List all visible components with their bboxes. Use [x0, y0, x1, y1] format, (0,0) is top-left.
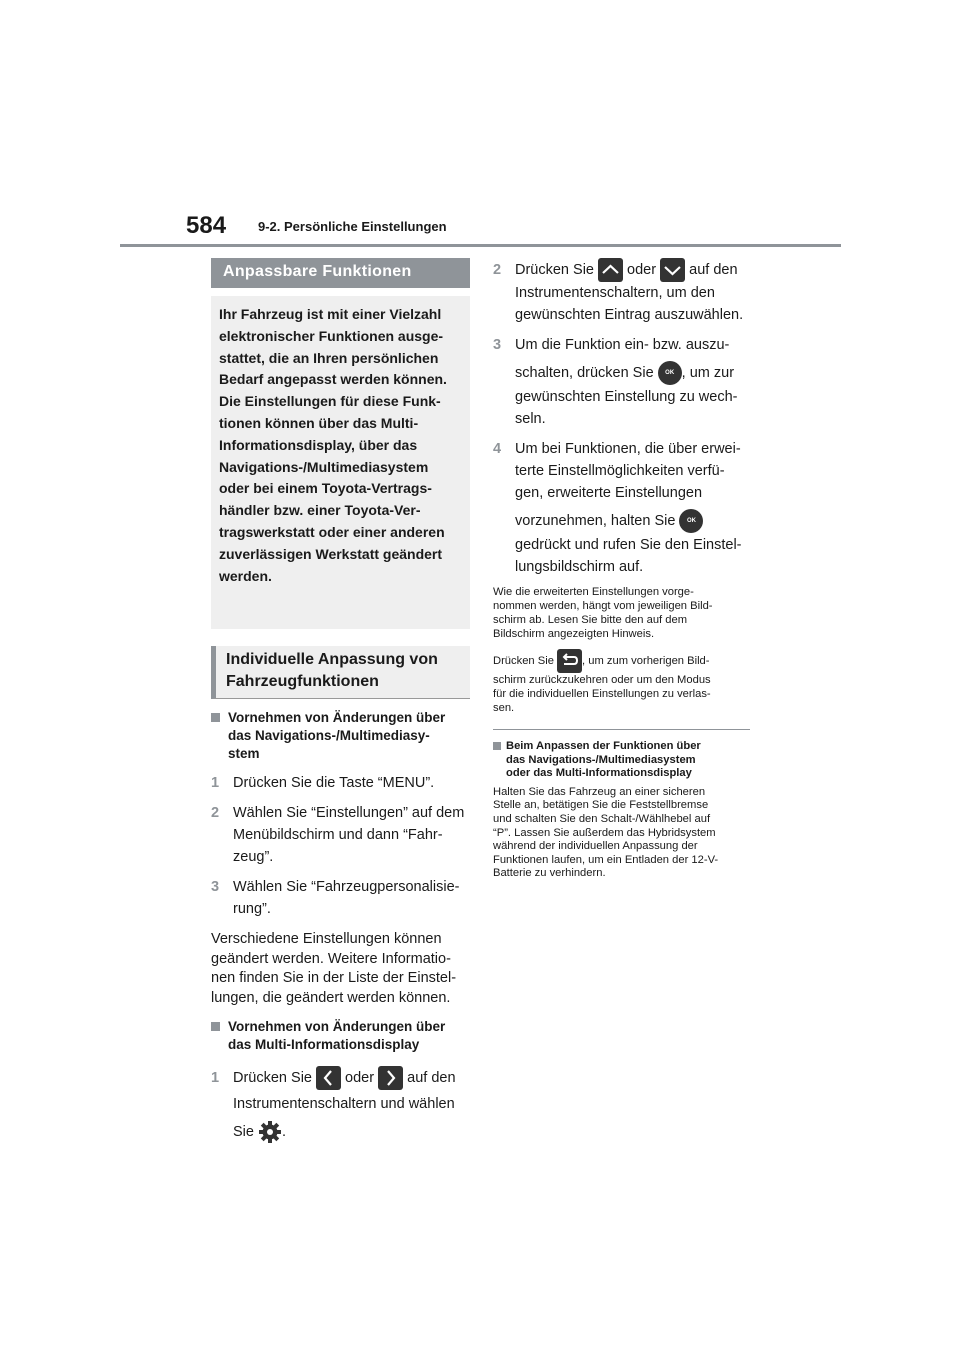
page-number: 584 — [186, 212, 227, 239]
mid-step-2: 2 Drücken Sie oder auf den Instrumentenschaltern, um den gewünschten Eintrag auszuwählen. — [493, 258, 750, 326]
left-column — [211, 258, 470, 1145]
step-number: 1 — [211, 775, 220, 791]
section-title: 9-2. Persönliche Einstellungen — [258, 219, 447, 234]
subheading-individuelle-anpassung — [211, 646, 470, 699]
step-number: 3 — [493, 337, 502, 354]
ok-button-icon: OK — [658, 361, 682, 385]
note-advanced-settings: Wie die erweiterten Einstellungen vorge- nommen werden, hängt vom jeweiligen Bild- schirm ab. Lesen Sie bitte den auf dem Bildschirm angezeigten Hinweis. — [493, 586, 713, 641]
mid-step-4: 4 Um bei Funktionen, die über erwei- terte Einstellmöglichkeiten verfü- gen, erweiterte Einstellungen vorzunehmen, halten Sie OK gedrückt und rufen Sie den Einstel- lungsbildschirm auf. — [493, 438, 750, 578]
intro-line: elektronischer Funktionen ausge- — [219, 327, 444, 344]
intro-line: zuverlässigen Werkstatt geändert — [219, 545, 443, 562]
nav-note: Verschiedene Einstellungen können geändert werden. Weitere Informatio- nen finden Sie in der Liste der Einstel- lungen, die geändert werden können. — [211, 931, 457, 1006]
bullet-multi-info-display: Vornehmen von Änderungen über das Multi-Informationsdisplay — [211, 1018, 470, 1054]
gear-icon — [258, 1120, 282, 1144]
intro-box — [211, 296, 470, 629]
intro-line: Navigations-/Multimediasystem — [219, 458, 429, 475]
subheading-line: Individuelle Anpassung von — [226, 651, 438, 668]
intro-line: stattet, die an Ihren persönlichen — [219, 349, 439, 366]
caution-text: Halten Sie das Fahrzeug an einer sicheren Stelle an, betätigen Sie die Feststellbremse und schalten Sie den Schalt-/Wählhebel auf “P”. Lassen Sie außerdem das Hybridsystem während der individuellen Anpassung der Funktionen laufen, um ein Entladen der 12-V- Batterie zu verhindern. — [493, 785, 719, 880]
intro-line: Die Einstellungen für diese Funk- — [219, 393, 441, 410]
ok-button-icon: OK — [679, 509, 703, 533]
step-number: 2 — [493, 262, 502, 278]
intro-line: werden. — [219, 567, 272, 584]
note-back: Drücken Sie , um zum vorherigen Bild- schirm zurückzukehren oder um den Modus für die individuellen Einstellungen zu verlas- sen. — [493, 649, 750, 715]
back-arrow-icon — [557, 649, 582, 673]
right-column — [493, 258, 750, 881]
chevron-down-icon — [660, 258, 685, 282]
bullet-square-icon — [211, 1022, 220, 1031]
intro-line: Informationsdisplay, über das — [219, 436, 418, 453]
mid-step-1: 1 Drücken Sie oder auf den Instrumentenschaltern und wählen Sie . — [211, 1066, 470, 1145]
bullet-square-icon — [493, 742, 501, 750]
header-rule — [120, 244, 841, 247]
bullet-nav-system: Vornehmen von Änderungen über das Navigations-/Multimediasy- stem — [211, 709, 470, 763]
nav-step-1: 1 Drücken Sie die Taste “MENU”. — [211, 772, 470, 794]
step-number: 3 — [211, 879, 220, 895]
nav-step-3: 3 Wählen Sie “Fahrzeugpersonalisie- rung”. — [211, 876, 470, 920]
step-number: 2 — [211, 805, 220, 821]
bullet-square-icon — [211, 713, 220, 722]
subheading-line: Fahrzeugfunktionen — [226, 673, 379, 690]
step-number: 4 — [493, 441, 502, 458]
intro-line: tionen können über das Multi- — [219, 414, 419, 431]
chevron-up-icon — [598, 258, 623, 282]
caution-divider — [493, 729, 750, 730]
mid-step-3: 3 Um die Funktion ein- bzw. auszu- schalten, drücken Sie OK , um zur gewünschten Einstellung zu wech- seln. — [493, 334, 750, 430]
intro-line: oder bei einem Toyota-Vertrags- — [219, 480, 432, 497]
caution-heading: Beim Anpassen der Funktionen über das Navigations-/Multimediasystem oder das Multi-Informationsdisplay — [493, 740, 750, 781]
nav-step-2: 2 Wählen Sie “Einstellungen” auf dem Menübildschirm und dann “Fahr- zeug”. — [211, 802, 470, 868]
intro-line: Bedarf angepasst werden können. — [219, 371, 447, 388]
intro-line: tragswerkstatt oder einer anderen — [219, 523, 445, 540]
step-number: 1 — [211, 1070, 220, 1086]
chevron-right-icon — [378, 1066, 403, 1090]
heading-anpassbare-funktionen: Anpassbare Funktionen — [211, 258, 470, 288]
intro-line: Ihr Fahrzeug ist mit einer Vielzahl — [219, 306, 442, 322]
chevron-left-icon — [316, 1066, 341, 1090]
intro-line: händler bzw. einer Toyota-Ver- — [219, 502, 421, 519]
